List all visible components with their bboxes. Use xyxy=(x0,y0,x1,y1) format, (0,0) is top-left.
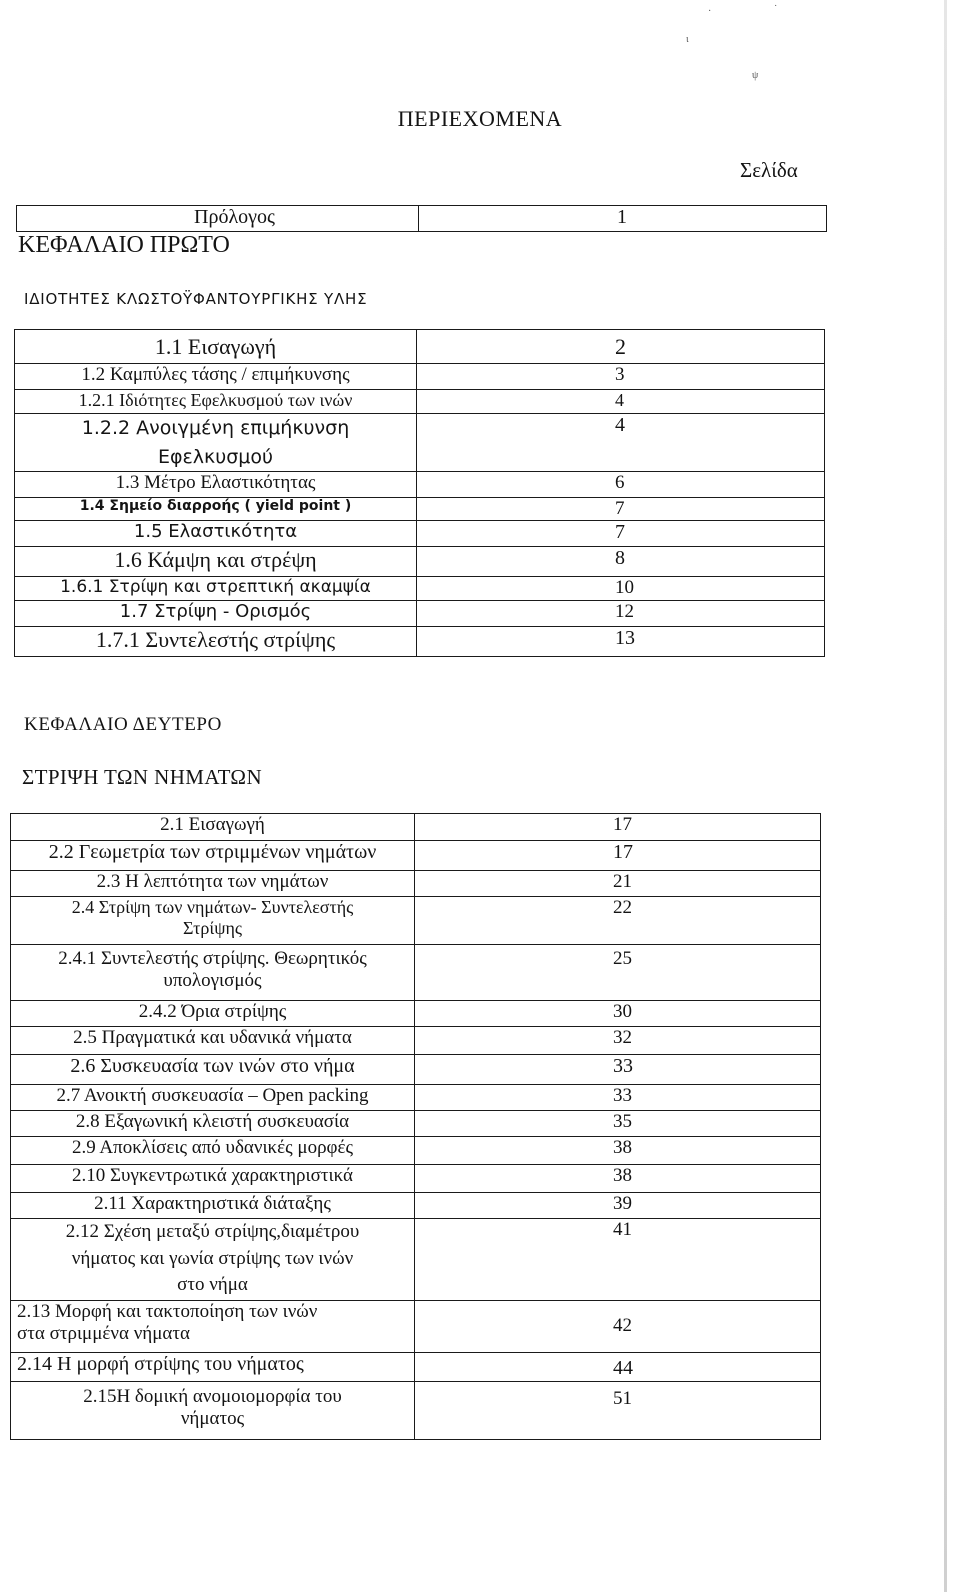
toc-entry-page: 38 xyxy=(415,1137,821,1165)
toc-entry-page: 13 xyxy=(417,627,825,657)
chapter-2-table xyxy=(10,813,821,1440)
toc-row xyxy=(11,1085,821,1111)
toc-row xyxy=(15,601,825,627)
toc-entry-label: 1.6.1 Στρίψη και στρεπτική ακαμψία xyxy=(15,577,417,601)
toc-entry-line: Στρίψης xyxy=(182,918,243,939)
toc-entry-line: νήματος xyxy=(180,1408,245,1429)
toc-entry-label xyxy=(11,1301,415,1353)
toc-entry-label: 1.7 Στρίψη - Ορισμός xyxy=(15,601,417,627)
scan-speck: ψ xyxy=(752,70,759,81)
toc-entry-line: Εφελκυσμού xyxy=(158,445,273,468)
scan-speck: ˙ xyxy=(774,4,778,15)
toc-row xyxy=(15,577,825,601)
toc-row xyxy=(15,547,825,577)
toc-row xyxy=(11,1193,821,1219)
toc-row xyxy=(17,206,827,232)
toc-entry-label: 1.2 Καμπύλες τάσης / επιμήκυνσης xyxy=(15,364,417,390)
toc-entry-page: 41 xyxy=(415,1219,821,1301)
toc-entry-label: 1.6 Κάμψη και στρέψη xyxy=(15,547,417,577)
toc-row xyxy=(11,1055,821,1085)
toc-entry-label: 2.10 Συγκεντρωτικά χαρακτηριστικά xyxy=(11,1165,415,1193)
chapter-2-subtitle: ΣΤΡΙΨΗ ΤΩΝ ΝΗΜΑΤΩΝ xyxy=(22,765,263,789)
toc-entry-line: στα στριμμένα νήματα xyxy=(17,1323,190,1345)
toc-entry-label: 2.8 Εξαγωνική κλειστή συσκευασία xyxy=(11,1111,415,1137)
toc-row xyxy=(11,1027,821,1055)
toc-row xyxy=(11,1353,821,1382)
toc-entry-label: 1.3 Μέτρο Ελαστικότητας xyxy=(15,472,417,498)
toc-entry-page: 4 xyxy=(417,414,825,472)
toc-entry-label: 1.7.1 Συντελεστής στρίψης xyxy=(15,627,417,657)
toc-entry-page: 2 xyxy=(417,330,825,364)
toc-entry-line: υπολογισμός xyxy=(163,970,262,992)
toc-entry-page: 17 xyxy=(415,814,821,841)
toc-row xyxy=(11,1137,821,1165)
chapter-1-subtitle: ΙΔΙΟΤΗΤΕΣ ΚΛΩΣΤΟΫΦΑΝΤΟΥΡΓΙΚΗΣ ΥΛΗΣ xyxy=(24,290,368,308)
toc-entry-page: 8 xyxy=(417,547,825,577)
toc-entry-page: 3 xyxy=(417,364,825,390)
toc-entry-label: 2.3 Η λεπτότητα των νημάτων xyxy=(11,871,415,897)
toc-entry-label: 2.5 Πραγματικά και υδανικά νήματα xyxy=(11,1027,415,1055)
toc-entry-label: Πρόλογος xyxy=(17,206,419,232)
toc-entry-page: 21 xyxy=(415,871,821,897)
toc-entry-page: 32 xyxy=(415,1027,821,1055)
toc-entry-page: 51 xyxy=(415,1381,821,1439)
toc-entry-line: 2.4 Στρίψη των νημάτων- Συντελεστής xyxy=(71,897,354,917)
chapter-1-table xyxy=(14,329,825,657)
toc-entry-page: 42 xyxy=(415,1301,821,1353)
toc-entry-line: 1.2.2 Ανοιγμένη επιμήκυνση xyxy=(81,417,350,439)
toc-entry-page: 22 xyxy=(415,897,821,945)
toc-entry-label: 1.5 Ελαστικότητα xyxy=(15,521,417,547)
toc-row xyxy=(15,472,825,498)
chapter-1-heading: ΚΕΦΑΛΑΙΟ ΠΡΩΤΟ xyxy=(18,232,230,258)
toc-row xyxy=(11,1219,821,1301)
page-column-label: Σελίδα xyxy=(740,158,798,182)
toc-row xyxy=(15,330,825,364)
toc-entry-label: 1.4 Σημείο διαρροής ( yield point ) xyxy=(15,498,417,521)
toc-entry-line: νήματος και γωνία στρίψης των ινών xyxy=(71,1247,354,1269)
scan-speck: · xyxy=(708,6,712,17)
toc-entry-page: 30 xyxy=(415,1001,821,1027)
toc-entry-label: 2.2 Γεωμετρία των στριμμένων νημάτων xyxy=(11,841,415,871)
toc-row xyxy=(11,897,821,945)
scan-speck: ι xyxy=(686,34,689,45)
toc-entry-line: 2.15Η δομική ανομοιομορφία του xyxy=(83,1385,342,1407)
toc-row xyxy=(15,627,825,657)
toc-entry-label: 2.6 Συσκευασία των ινών στο νήμα xyxy=(11,1055,415,1085)
toc-entry-page: 33 xyxy=(415,1055,821,1085)
toc-entry-label xyxy=(11,1381,415,1439)
toc-row xyxy=(11,841,821,871)
toc-row xyxy=(11,945,821,1001)
scan-edge-line xyxy=(944,0,947,1592)
toc-row xyxy=(11,1165,821,1193)
toc-row xyxy=(11,1001,821,1027)
toc-row xyxy=(15,414,825,472)
toc-entry-line: στο νήμα xyxy=(177,1274,248,1296)
toc-entry-label xyxy=(11,945,415,1001)
toc-row xyxy=(15,498,825,521)
toc-row xyxy=(11,1381,821,1439)
toc-entry-line: 2.12 Σχέση μεταξύ στρίψης,διαμέτρου xyxy=(65,1221,360,1242)
toc-entry-page: 25 xyxy=(415,945,821,1001)
toc-entry-page: 7 xyxy=(417,498,825,521)
toc-entry-page: 38 xyxy=(415,1165,821,1193)
prologue-table xyxy=(16,205,827,232)
toc-row xyxy=(15,390,825,414)
toc-entry-page: 39 xyxy=(415,1193,821,1219)
toc-entry-label xyxy=(11,1219,415,1301)
toc-entry-label xyxy=(11,897,415,945)
page-title: ΠΕΡΙΕΧΟΜΕΝΑ xyxy=(397,106,563,131)
toc-entry-page: 12 xyxy=(417,601,825,627)
toc-entry-line: 2.4.1 Συντελεστής στρίψης. Θεωρητικός xyxy=(58,948,367,969)
toc-entry-line: 2.13 Μορφή και τακτοποίηση των ινών xyxy=(17,1301,318,1322)
toc-entry-label: 1.1 Εισαγωγή xyxy=(15,330,417,364)
toc-entry-page: 6 xyxy=(417,472,825,498)
toc-entry-label: 2.11 Χαρακτηριστικά διάταξης xyxy=(11,1193,415,1219)
toc-row xyxy=(15,364,825,390)
toc-entry-label: 1.2.1 Ιδιότητες Εφελκυσμού των ινών xyxy=(15,390,417,414)
toc-entry-page: 17 xyxy=(415,841,821,871)
toc-row xyxy=(15,521,825,547)
toc-entry-label: 2.7 Ανοικτή συσκευασία – Open packing xyxy=(11,1085,415,1111)
chapter-2-heading: ΚΕΦΑΛΑΙΟ ΔΕΥΤΕΡΟ xyxy=(24,714,222,735)
toc-entry-page: 1 xyxy=(419,206,827,232)
toc-row xyxy=(11,1301,821,1353)
toc-entry-page: 7 xyxy=(417,521,825,547)
toc-entry-label xyxy=(15,414,417,472)
toc-entry-label: 2.9 Αποκλίσεις από υδανικές μορφές xyxy=(11,1137,415,1165)
toc-entry-page: 44 xyxy=(415,1353,821,1382)
toc-entry-label: 2.1 Εισαγωγή xyxy=(11,814,415,841)
toc-entry-label: 2.4.2 Όρια στρίψης xyxy=(11,1001,415,1027)
toc-entry-label: 2.14 Η μορφή στρίψης του νήματος xyxy=(11,1353,415,1382)
toc-entry-page: 35 xyxy=(415,1111,821,1137)
toc-entry-page: 10 xyxy=(417,577,825,601)
toc-row xyxy=(11,871,821,897)
toc-row xyxy=(11,1111,821,1137)
toc-row xyxy=(11,814,821,841)
toc-entry-page: 33 xyxy=(415,1085,821,1111)
toc-entry-page: 4 xyxy=(417,390,825,414)
